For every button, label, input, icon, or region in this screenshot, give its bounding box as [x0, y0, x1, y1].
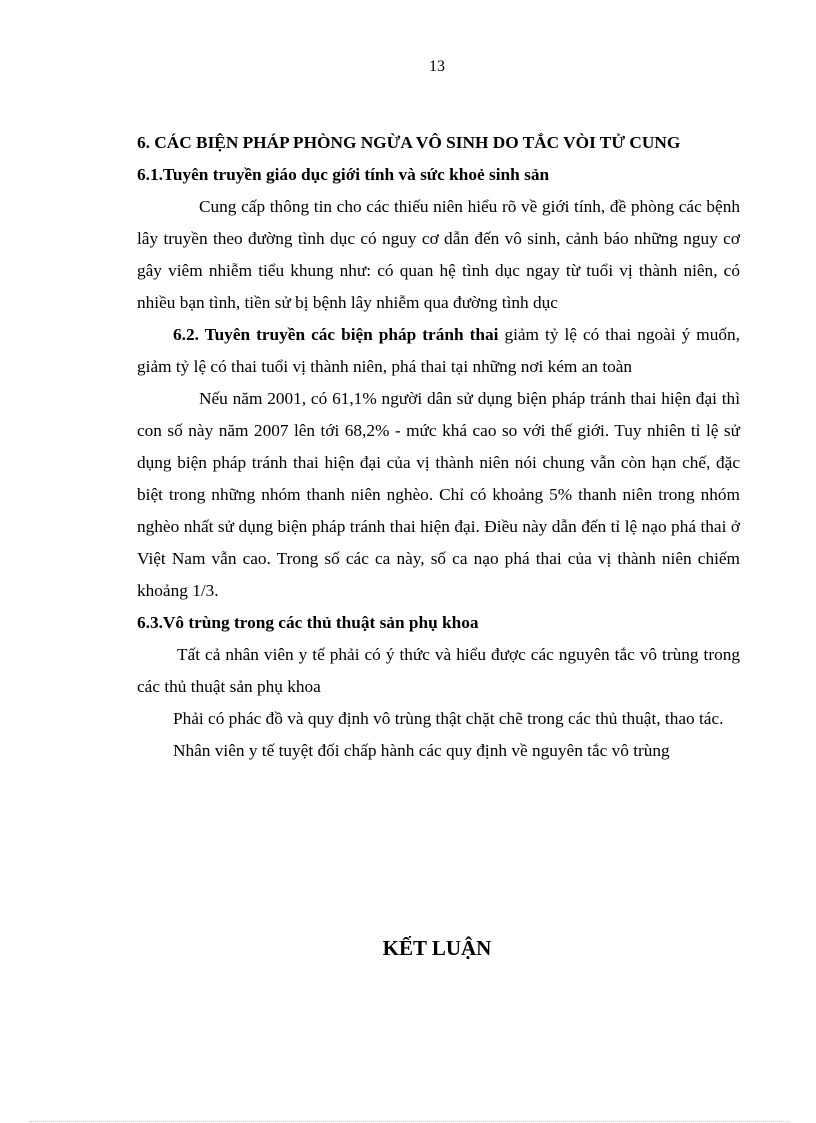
- section-6-3-paragraph-1: Tất cả nhân viên y tế phải có ý thức và hiểu được các nguyên tắc vô trùng trong các thủ thuật sản phụ khoa: [137, 645, 740, 696]
- section-6-3-heading: 6.3.Vô trùng trong các thủ thuật sản phụ khoa: [137, 613, 479, 632]
- conclusion-title: KẾT LUẬN: [382, 936, 492, 960]
- section-6-2-heading: 6.2. Tuyên truyền các biện pháp tránh thai: [173, 325, 499, 344]
- document-body: [137, 127, 740, 767]
- section-6-1-heading: 6.1.Tuyên truyền giáo dục giới tính và sức khoẻ sinh sản: [137, 165, 550, 184]
- section-6-2-inline-text: giảm tỷ lệ có thai ngoài ý muốn, giảm tỷ lệ có thai tuổi vị thành niên, phá thai tại những nơi kém an toàn: [137, 325, 740, 376]
- section-6-heading: 6. CÁC BIỆN PHÁP PHÒNG NGỪA VÔ SINH DO TẮC VÒI TỬ CUNG: [137, 133, 681, 152]
- section-6-3-paragraph-3: Nhân viên y tế tuyệt đối chấp hành các quy định về nguyên tắc vô trùng: [173, 741, 670, 760]
- page-number: 13: [429, 58, 445, 75]
- section-6-2-paragraph-intro: [137, 319, 740, 383]
- section-6-3-paragraph-2: Phải có phác đồ và quy định vô trùng thật chặt chẽ trong các thủ thuật, thao tác.: [173, 709, 724, 728]
- section-6-2-paragraph: Nếu năm 2001, có 61,1% người dân sử dụng biện pháp tránh thai hiện đại thì con số này năm 2007 lên tới 68,2% - mức khá cao so với thế giới. Tuy nhiên tỉ lệ sử dụng biện pháp tránh thai hiện đại của vị thành niên nói chung vẫn còn hạn chế, đặc biệt trong những nhóm thanh niên nghèo. Chỉ có khoảng 5% thanh niên trong nhóm nghèo nhất sử dụng biện pháp tránh thai hiện đại. Điều này dẫn đến tỉ lệ nạo phá thai ở Việt Nam vẫn cao. Trong số các ca này, số ca nạo phá thai của vị thành niên chiếm khoảng 1/3.: [137, 389, 740, 600]
- section-6-1-paragraph: Cung cấp thông tin cho các thiếu niên hiểu rõ về giới tính, đề phòng các bệnh lây truyền theo đường tình dục có nguy cơ dẫn đến vô sinh, cảnh báo những nguy cơ gây viêm nhiễm tiểu khung như: có quan hệ tình dục ngay từ tuổi vị thành niên, có nhiều bạn tình, tiền sử bị bệnh lây nhiễm qua đường tình dục: [137, 197, 740, 312]
- page-bottom-divider: [30, 1121, 790, 1122]
